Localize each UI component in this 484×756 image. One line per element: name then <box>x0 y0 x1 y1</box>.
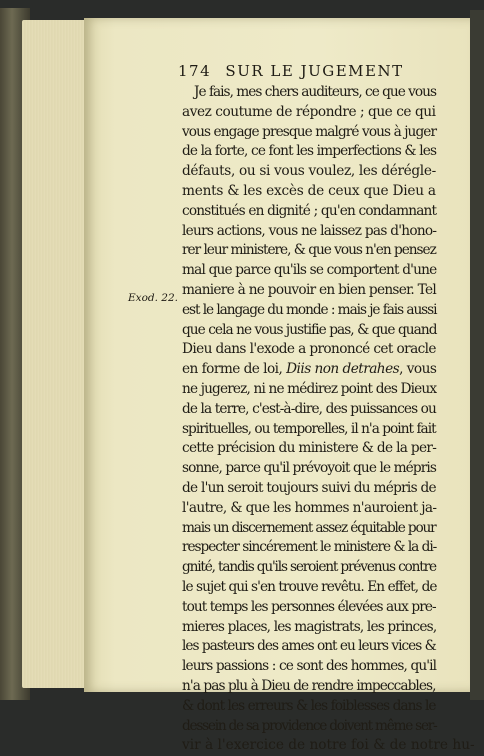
text-line: l'autre, & que les hommes n'auroient ja- <box>182 499 437 516</box>
running-header <box>178 62 404 80</box>
text-line: ments & les excès de ceux que Dieu a <box>182 182 436 199</box>
body-text <box>182 83 475 756</box>
text-line: rer leur ministere, & que vous n'en pensez <box>182 242 436 259</box>
text-line: Dieu dans l'exode a prononcé cet oracle <box>182 341 436 358</box>
text-line: leurs passions : ce sont des hommes, qu'il <box>182 658 437 675</box>
text-line: est le langage du monde : mais je fais aussi <box>182 301 437 318</box>
text-line: défauts, ou si vous voulez, les dérégle- <box>182 163 436 180</box>
page-number: 174 <box>178 62 212 80</box>
text-line: que cela ne vous justifie pas, & que quand <box>182 321 437 338</box>
text-line: spirituelles, ou temporelles, il n'a point fait <box>182 420 436 437</box>
text-line: maniere à ne pouvoir en bien penser. Tel <box>182 281 437 298</box>
text-line: mais un discernement assez équitable pour <box>182 519 436 536</box>
text-line: les pasteurs des ames ont eu leurs vices & <box>182 638 436 655</box>
text-line: leurs actions, vous ne laissez pas d'hono- <box>182 222 437 239</box>
text-line: le sujet qui s'en trouve revêtu. En effet, de <box>182 578 437 595</box>
text-line: vir à l'exercice de notre foi & de notre hu- <box>182 737 475 754</box>
text-line: n'a pas plu à Dieu de rendre impeccables, <box>182 677 436 694</box>
margin-reference: Exod. 22. <box>128 292 179 304</box>
text-line: mal que parce qu'ils se comportent d'une <box>182 262 437 279</box>
text-line: ne jugerez, ni ne médirez point des Dieux <box>182 380 437 397</box>
text-line: de la terre, c'est-à-dire, des puissances ou <box>182 400 436 417</box>
running-title: SUR LE JUGEMENT <box>225 62 404 80</box>
line-text: en forme de loi, <box>182 361 287 378</box>
text-line: de l'un seroit toujours suivi du mépris de <box>182 479 436 496</box>
text-line: Je fais, mes chers auditeurs, ce que vous <box>194 84 436 100</box>
text-line: sonne, parce qu'il prévoyoit que le mépris <box>182 460 436 477</box>
text-line: & dont les erreurs & les foiblesses dans le <box>182 697 436 714</box>
page-edges <box>22 20 86 688</box>
text-line: de la forte, ce font les imperfections & les <box>182 143 437 160</box>
text-line: mieres places, les magistrats, les princes, <box>182 618 437 635</box>
book-cover-right <box>470 10 484 700</box>
text-line: dessein de sa providence doivent même ser- <box>182 717 437 734</box>
text-line: gnité, tandis qu'ils seroient prévenus contre <box>182 559 436 576</box>
latin-citation: Diis non detrahes <box>286 361 400 378</box>
text-line: tout temps les personnes élevées aux pre- <box>182 598 436 615</box>
text-line: avez coutume de répondre ; que ce qui <box>182 103 436 120</box>
text-line: cette précision du ministere & de la per- <box>182 440 437 457</box>
text-line-with-citation <box>182 360 436 380</box>
line-text: , vous <box>399 361 437 378</box>
text-line: vous engage presque malgré vous à juger <box>182 123 437 140</box>
text-line: respecter sincérement le ministere & la di- <box>182 539 437 556</box>
text-line: constitués en dignité ; qu'en condamnant <box>182 202 437 219</box>
